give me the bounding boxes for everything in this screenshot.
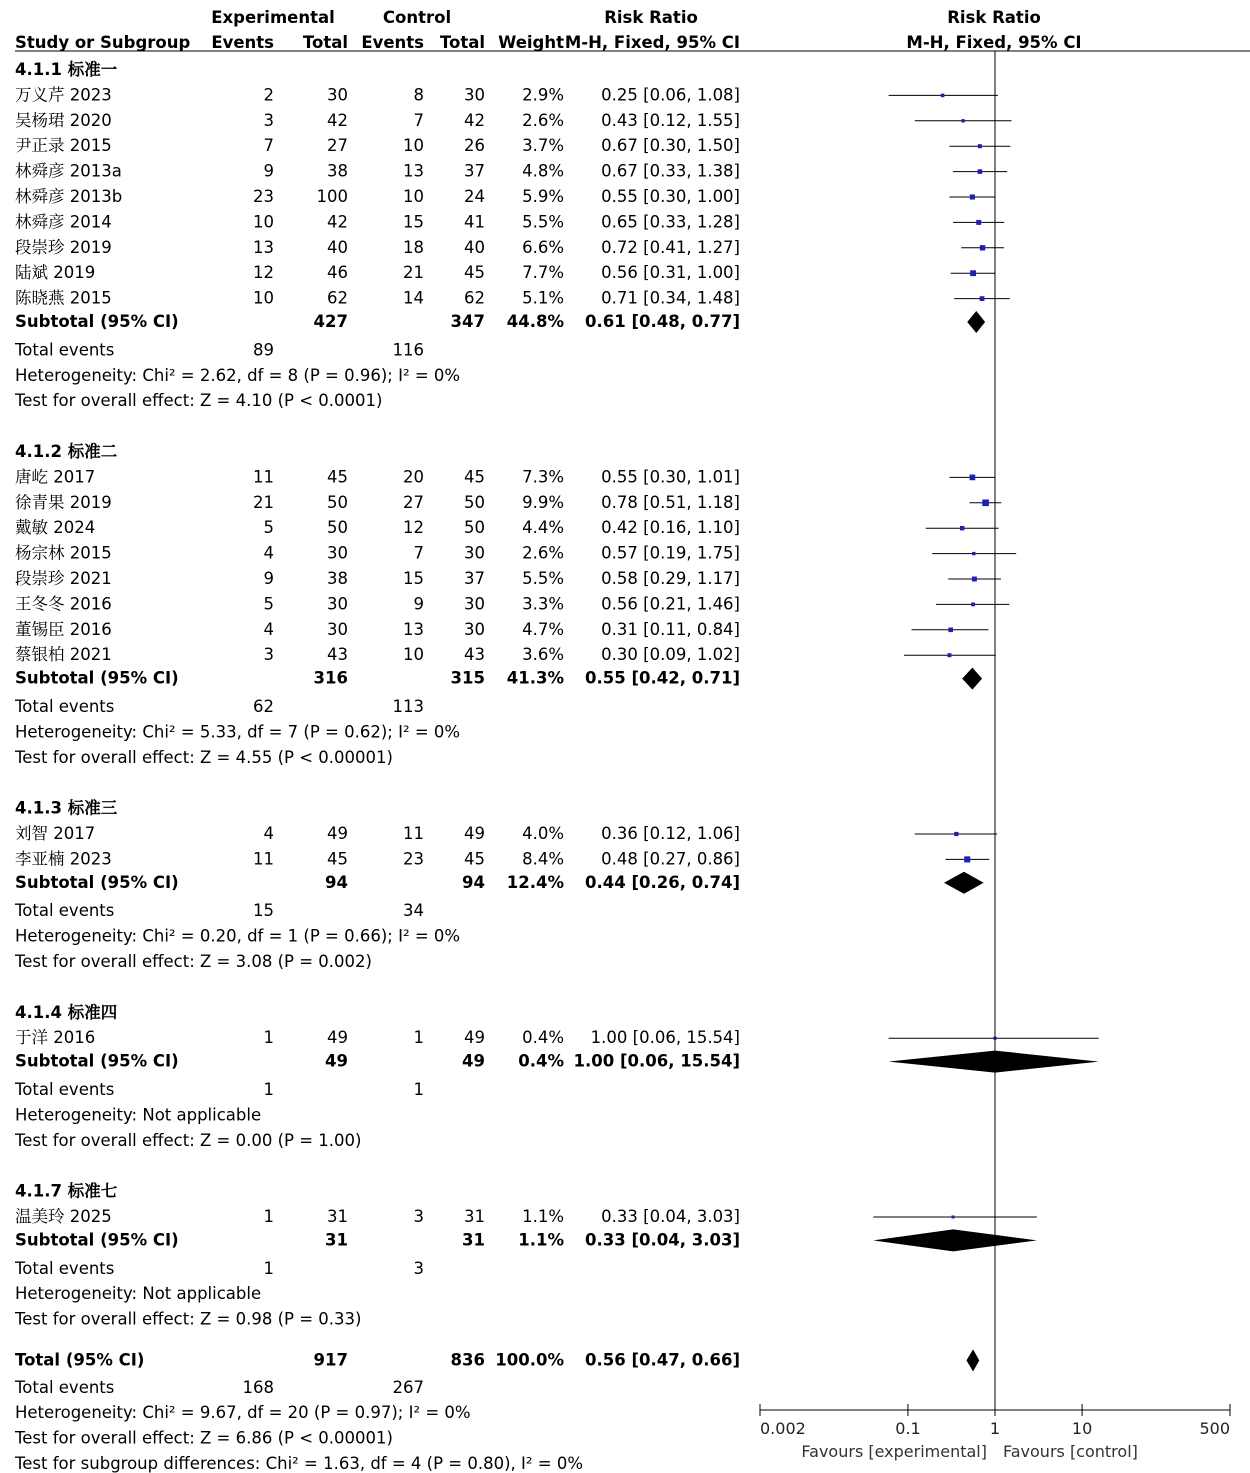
total-events-e: 89: [253, 340, 274, 360]
study-ci: 0.57 [0.19, 1.75]: [601, 543, 740, 563]
subtotal-label: Subtotal (95% CI): [15, 668, 179, 688]
subtotal-weight: 0.4%: [518, 1051, 564, 1071]
study-ci: 0.72 [0.41, 1.27]: [601, 237, 740, 257]
study-total-e: 45: [327, 849, 348, 869]
heterogeneity-text: Heterogeneity: Chi² = 0.20, df = 1 (P = 0.66); I² = 0%: [15, 926, 461, 946]
subtotal-diamond-4: [873, 1229, 1037, 1251]
study-total-c: 37: [464, 161, 485, 181]
study-ci: 0.67 [0.33, 1.38]: [601, 161, 740, 181]
subgroup-title: 4.1.3 标准三: [15, 798, 118, 818]
x-axis-tick-label: 0.1: [895, 1419, 921, 1438]
study-weight: 7.3%: [522, 467, 564, 487]
subtotal-total-e: 316: [313, 668, 348, 688]
study-point-4: [970, 194, 975, 199]
study-events-c: 3: [413, 1207, 424, 1226]
subtotal-diamond-0: [967, 311, 985, 333]
overall-total-events-e: 168: [242, 1377, 274, 1397]
study-point-1: [961, 119, 964, 122]
study-events-e: 3: [263, 110, 274, 130]
study-events-e: 4: [263, 619, 274, 639]
study-name: 陈晓燕 2015: [15, 288, 112, 308]
header-study: Study or Subgroup: [15, 33, 191, 52]
study-total-c: 43: [464, 645, 485, 665]
study-total-e: 50: [327, 492, 348, 512]
study-events-c: 27: [403, 492, 424, 512]
study-ci: 0.42 [0.16, 1.10]: [601, 518, 740, 538]
subtotal-weight: 1.1%: [518, 1230, 564, 1250]
study-total-e: 30: [327, 85, 348, 105]
study-name: 徐青果 2019: [15, 492, 112, 512]
subtotal-diamond-3: [889, 1051, 1099, 1073]
header-method: M-H, Fixed, 95% CI: [564, 33, 740, 52]
study-events-c: 12: [403, 518, 424, 538]
study-events-e: 2: [263, 85, 274, 105]
study-point-7: [970, 270, 976, 276]
study-events-e: 13: [253, 237, 274, 257]
study-total-e: 49: [327, 824, 348, 843]
study-total-e: 30: [327, 543, 348, 563]
subtotal-total-e: 49: [325, 1051, 348, 1071]
study-events-e: 11: [253, 849, 274, 869]
study-events-c: 23: [403, 849, 424, 869]
study-events-e: 4: [263, 543, 274, 563]
study-point-0: [941, 94, 945, 98]
study-point-14: [971, 602, 975, 606]
study-total-c: 30: [464, 594, 485, 614]
study-events-c: 15: [403, 212, 424, 232]
study-total-c: 49: [464, 1028, 485, 1048]
subtotal-weight: 44.8%: [506, 312, 564, 331]
study-events-c: 8: [413, 85, 424, 105]
subtotal-total-e: 427: [313, 312, 348, 331]
study-events-c: 13: [403, 161, 424, 181]
study-weight: 5.1%: [522, 288, 564, 308]
study-total-e: 40: [327, 237, 348, 257]
study-weight: 3.3%: [522, 594, 564, 614]
overall-effect-total-text: Test for overall effect: Z = 6.86 (P < 0.00001): [15, 1428, 393, 1448]
total-events-e: 15: [253, 901, 274, 921]
study-weight: 5.5%: [522, 212, 564, 232]
study-ci: 0.58 [0.29, 1.17]: [601, 569, 740, 588]
study-ci: 0.36 [0.12, 1.06]: [601, 824, 740, 843]
study-name: 温美玲 2025: [15, 1207, 112, 1226]
study-total-c: 45: [464, 263, 485, 283]
study-ci: 0.33 [0.04, 3.03]: [601, 1207, 740, 1226]
overall-effect-text: Test for overall effect: Z = 0.00 (P = 1.00): [15, 1130, 362, 1150]
study-total-e: 49: [327, 1028, 348, 1048]
study-name: 吴杨珺 2020: [15, 110, 112, 130]
study-events-c: 18: [403, 237, 424, 257]
total-weight: 100.0%: [495, 1350, 564, 1370]
study-weight: 7.7%: [522, 263, 564, 283]
study-total-c: 45: [464, 467, 485, 487]
study-events-c: 7: [413, 543, 424, 563]
study-ci: 0.56 [0.31, 1.00]: [601, 263, 740, 283]
study-total-e: 30: [327, 594, 348, 614]
heterogeneity-text: Heterogeneity: Chi² = 5.33, df = 7 (P = 0.62); I² = 0%: [15, 722, 461, 742]
total-events-c: 1: [413, 1080, 424, 1099]
subgroup-title: 4.1.7 标准七: [15, 1181, 118, 1201]
study-events-c: 7: [413, 110, 424, 130]
study-total-c: 30: [464, 543, 485, 563]
study-name: 陆斌 2019: [15, 263, 96, 283]
total-events-e: 1: [263, 1080, 274, 1099]
study-events-e: 3: [263, 645, 274, 665]
study-ci: 0.78 [0.51, 1.18]: [601, 492, 740, 512]
study-events-c: 1: [413, 1028, 424, 1048]
study-total-e: 30: [327, 619, 348, 639]
study-name: 段崇珍 2019: [15, 237, 112, 257]
study-name: 李亚楠 2023: [15, 849, 112, 869]
subtotal-total-c: 315: [450, 668, 485, 688]
subtotal-diamond-2: [944, 872, 984, 894]
study-point-20: [952, 1216, 955, 1219]
study-weight: 0.4%: [522, 1028, 564, 1048]
subtotal-label: Subtotal (95% CI): [15, 1230, 179, 1250]
study-name: 林舜彦 2013b: [15, 187, 123, 206]
total-events-label: Total events: [15, 697, 115, 716]
subtotal-total-c: 31: [462, 1230, 485, 1250]
study-total-c: 45: [464, 849, 485, 869]
study-weight: 2.9%: [522, 85, 564, 105]
total-total-e: 917: [313, 1350, 348, 1370]
study-weight: 6.6%: [522, 237, 564, 257]
total-events-c: 116: [392, 340, 424, 360]
study-events-e: 21: [253, 492, 274, 512]
total-label: Total (95% CI): [15, 1350, 145, 1370]
study-weight: 4.7%: [522, 619, 564, 639]
study-ci: 0.55 [0.30, 1.01]: [601, 467, 740, 487]
header-risk-ratio-plot: Risk Ratio: [947, 8, 1041, 27]
study-events-e: 9: [263, 569, 274, 588]
heterogeneity-text: Heterogeneity: Not applicable: [15, 1284, 262, 1304]
study-events-c: 21: [403, 263, 424, 283]
study-name: 万义芹 2023: [15, 85, 112, 105]
overall-total-events-label: Total events: [15, 1377, 115, 1397]
study-events-e: 10: [253, 288, 274, 308]
study-total-c: 49: [464, 824, 485, 843]
study-weight: 5.9%: [522, 187, 564, 206]
study-name: 唐屹 2017: [15, 467, 96, 487]
overall-heterogeneity-text: Heterogeneity: Chi² = 9.67, df = 20 (P = 0.97); I² = 0%: [15, 1403, 471, 1423]
subtotal-weight: 41.3%: [506, 668, 564, 688]
header-experimental: Experimental: [211, 8, 335, 27]
study-point-17: [954, 832, 958, 836]
header-events-c: Events: [361, 33, 424, 52]
total-events-label: Total events: [15, 1080, 115, 1099]
study-total-e: 42: [327, 110, 348, 130]
study-total-c: 41: [464, 212, 485, 232]
study-ci: 1.00 [0.06, 15.54]: [590, 1028, 740, 1048]
study-ci: 0.43 [0.12, 1.55]: [601, 110, 740, 130]
total-events-e: 62: [253, 697, 274, 716]
study-events-e: 5: [263, 518, 274, 538]
study-total-e: 42: [327, 212, 348, 232]
total-events-c: 34: [403, 901, 424, 921]
total-total-c: 836: [450, 1350, 485, 1370]
subgroup-title: 4.1.2 标准二: [15, 442, 118, 461]
overall-effect-text: Test for overall effect: Z = 4.10 (P < 0.0001): [15, 391, 383, 411]
total-events-label: Total events: [15, 1258, 115, 1278]
study-events-e: 11: [253, 467, 274, 487]
total-events-label: Total events: [15, 340, 115, 360]
study-events-c: 11: [403, 824, 424, 843]
study-total-e: 62: [327, 288, 348, 308]
header-method-plot: M-H, Fixed, 95% CI: [906, 33, 1082, 52]
subtotal-label: Subtotal (95% CI): [15, 872, 179, 892]
subtotal-ci: 1.00 [0.06, 15.54]: [573, 1051, 740, 1071]
study-total-c: 62: [464, 288, 485, 308]
study-point-15: [948, 628, 953, 633]
study-total-c: 50: [464, 492, 485, 512]
study-ci: 0.48 [0.27, 0.86]: [601, 849, 740, 869]
study-events-c: 14: [403, 288, 424, 308]
subtotal-weight: 12.4%: [506, 872, 564, 892]
study-weight: 8.4%: [522, 849, 564, 869]
favours-control-label: Favours [control]: [1003, 1442, 1138, 1461]
study-events-e: 23: [253, 187, 274, 206]
study-total-c: 26: [464, 136, 485, 156]
subtotal-total-c: 347: [450, 312, 485, 331]
header-control: Control: [382, 8, 452, 27]
study-ci: 0.56 [0.21, 1.46]: [601, 594, 740, 614]
overall-effect-text: Test for overall effect: Z = 3.08 (P = 0.002): [15, 952, 372, 971]
study-point-16: [947, 653, 951, 657]
study-name: 林舜彦 2014: [15, 212, 112, 232]
total-events-label: Total events: [15, 901, 115, 921]
study-events-c: 15: [403, 569, 424, 588]
study-point-12: [972, 552, 975, 555]
study-total-e: 38: [327, 569, 348, 588]
header-total-e: Total: [302, 33, 348, 52]
x-axis-tick-label: 500: [1199, 1419, 1230, 1438]
study-point-18: [964, 856, 970, 862]
study-weight: 5.5%: [522, 569, 564, 588]
header-total-c: Total: [439, 33, 485, 52]
study-total-c: 31: [464, 1207, 485, 1226]
study-ci: 0.67 [0.30, 1.50]: [601, 136, 740, 156]
study-events-e: 4: [263, 824, 274, 843]
study-events-e: 9: [263, 161, 274, 181]
subtotal-ci: 0.61 [0.48, 0.77]: [585, 312, 740, 331]
study-events-e: 1: [263, 1207, 274, 1226]
study-total-e: 50: [327, 518, 348, 538]
study-point-8: [980, 296, 985, 301]
study-events-e: 1: [263, 1028, 274, 1048]
header-events-e: Events: [211, 33, 274, 52]
subtotal-diamond-1: [962, 668, 982, 690]
study-total-c: 30: [464, 85, 485, 105]
overall-total-events-c: 267: [392, 1377, 424, 1397]
study-weight: 4.4%: [522, 518, 564, 538]
study-events-e: 7: [263, 136, 274, 156]
subtotal-ci: 0.55 [0.42, 0.71]: [585, 668, 740, 688]
study-weight: 3.7%: [522, 136, 564, 156]
subgroup-title: 4.1.1 标准一: [15, 60, 118, 79]
study-total-e: 45: [327, 467, 348, 487]
study-name: 戴敏 2024: [15, 518, 96, 538]
study-name: 王冬冬 2016: [15, 594, 112, 614]
study-events-c: 10: [403, 645, 424, 665]
total-diamond: [966, 1349, 979, 1371]
heterogeneity-text: Heterogeneity: Not applicable: [15, 1105, 262, 1125]
subtotal-ci: 0.33 [0.04, 3.03]: [585, 1230, 740, 1250]
overall-effect-text: Test for overall effect: Z = 0.98 (P = 0.33): [15, 1309, 362, 1329]
study-weight: 3.6%: [522, 645, 564, 665]
study-name: 于洋 2016: [15, 1028, 96, 1048]
total-ci: 0.56 [0.47, 0.66]: [585, 1350, 740, 1370]
subgroup-title: 4.1.4 标准四: [15, 1002, 118, 1022]
study-point-2: [978, 144, 982, 148]
study-name: 刘智 2017: [15, 824, 96, 843]
total-events-e: 1: [263, 1258, 274, 1278]
study-total-e: 43: [327, 645, 348, 665]
study-name: 林舜彦 2013a: [15, 161, 122, 181]
study-point-3: [978, 169, 983, 174]
header-risk-ratio: Risk Ratio: [604, 8, 698, 27]
study-total-e: 38: [327, 161, 348, 181]
study-total-c: 42: [464, 110, 485, 130]
subtotal-label: Subtotal (95% CI): [15, 312, 179, 331]
study-weight: 9.9%: [522, 492, 564, 512]
study-events-c: 13: [403, 619, 424, 639]
study-total-e: 100: [316, 187, 348, 206]
study-total-c: 37: [464, 569, 485, 588]
subtotal-ci: 0.44 [0.26, 0.74]: [585, 872, 740, 892]
study-point-11: [960, 526, 964, 530]
study-name: 尹正录 2015: [15, 136, 112, 156]
study-point-5: [976, 220, 981, 225]
study-weight: 2.6%: [522, 110, 564, 130]
study-events-e: 12: [253, 263, 274, 283]
study-total-e: 46: [327, 263, 348, 283]
study-point-6: [980, 245, 985, 250]
study-ci: 0.65 [0.33, 1.28]: [601, 212, 740, 232]
study-events-c: 9: [413, 594, 424, 614]
study-total-e: 31: [327, 1207, 348, 1226]
subtotal-total-c: 94: [462, 872, 485, 892]
total-events-c: 3: [413, 1258, 424, 1278]
study-name: 蔡银柏 2021: [15, 645, 112, 665]
study-events-c: 10: [403, 136, 424, 156]
overall-effect-text: Test for overall effect: Z = 4.55 (P < 0.00001): [15, 747, 393, 767]
study-ci: 0.25 [0.06, 1.08]: [601, 85, 740, 105]
study-total-c: 50: [464, 518, 485, 538]
subtotal-total-e: 94: [325, 872, 348, 892]
x-axis-tick-label: 0.002: [760, 1419, 806, 1438]
header-weight: Weight: [498, 33, 564, 52]
study-ci: 0.55 [0.30, 1.00]: [601, 187, 740, 206]
study-events-e: 10: [253, 212, 274, 232]
study-weight: 4.8%: [522, 161, 564, 181]
study-total-e: 27: [327, 136, 348, 156]
study-name: 段崇珍 2021: [15, 569, 112, 588]
study-name: 杨宗林 2015: [15, 543, 112, 563]
study-total-c: 24: [464, 187, 485, 206]
total-events-c: 113: [392, 697, 424, 716]
x-axis-tick-label: 1: [989, 1419, 1001, 1438]
study-total-c: 40: [464, 237, 485, 257]
study-events-c: 10: [403, 187, 424, 206]
study-events-e: 5: [263, 594, 274, 614]
study-ci: 0.31 [0.11, 0.84]: [601, 619, 740, 639]
subtotal-total-e: 31: [325, 1230, 348, 1250]
study-name: 董锡臣 2016: [15, 619, 112, 639]
study-weight: 4.0%: [522, 824, 564, 843]
study-weight: 2.6%: [522, 543, 564, 563]
x-axis-tick-label: 10: [1071, 1419, 1093, 1438]
study-ci: 0.30 [0.09, 1.02]: [601, 645, 740, 665]
study-total-c: 30: [464, 619, 485, 639]
favours-experimental-label: Favours [experimental]: [801, 1442, 987, 1461]
study-weight: 1.1%: [522, 1207, 564, 1226]
subtotal-total-c: 49: [462, 1051, 485, 1071]
study-events-c: 20: [403, 467, 424, 487]
subgroup-differences-text: Test for subgroup differences: Chi² = 1.63, df = 4 (P = 0.80), I² = 0%: [15, 1454, 583, 1473]
subtotal-label: Subtotal (95% CI): [15, 1051, 179, 1071]
study-ci: 0.71 [0.34, 1.48]: [601, 288, 740, 308]
study-point-9: [970, 475, 976, 481]
heterogeneity-text: Heterogeneity: Chi² = 2.62, df = 8 (P = 0.96); I² = 0%: [15, 365, 461, 385]
study-point-13: [972, 577, 977, 582]
study-point-10: [982, 499, 989, 506]
